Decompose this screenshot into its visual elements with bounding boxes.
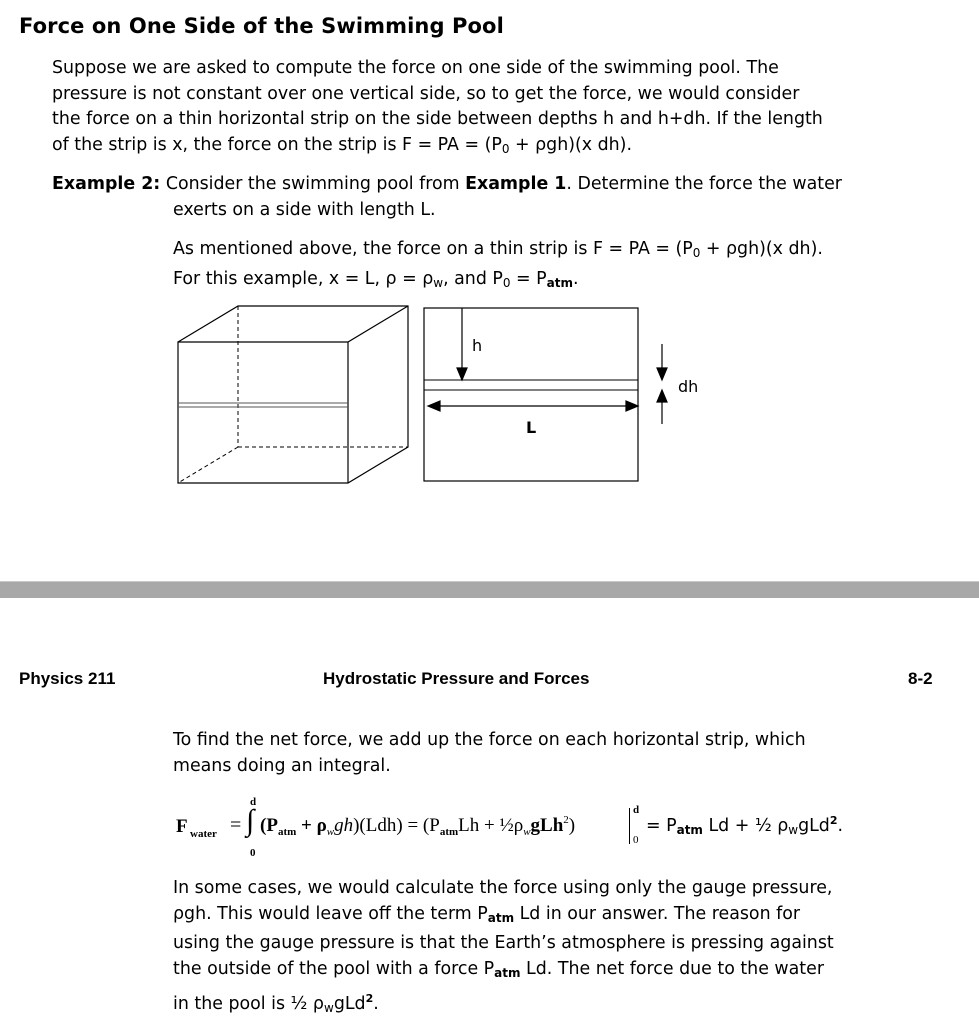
- force-symbol: F: [176, 816, 188, 837]
- text: ): [568, 815, 576, 836]
- gauge-line: In some cases, we would calculate the force using only the gauge pressure,: [173, 878, 833, 898]
- superscript: 2: [563, 814, 569, 826]
- superscript: 2: [829, 814, 838, 827]
- text: + ρgh)(x dh).: [509, 134, 632, 155]
- label-h: h: [472, 336, 483, 355]
- superscript: 2: [365, 992, 374, 1005]
- page-break-band: [0, 581, 979, 598]
- example-line: exerts on a side with length L.: [173, 199, 436, 220]
- integral-equation: [174, 796, 894, 862]
- evaluation-bar: [629, 808, 630, 844]
- label-L: L: [526, 418, 537, 437]
- text: + ρgh)(x dh).: [700, 239, 823, 259]
- text: , and P: [443, 268, 503, 289]
- subscript: w: [523, 826, 531, 838]
- header-page-number: 8-2: [908, 669, 933, 688]
- gauge-line: [173, 986, 963, 1022]
- text: in the pool is ½ ρ: [173, 994, 324, 1014]
- intro-line: [52, 133, 952, 163]
- example-reference: Example 1: [465, 174, 567, 194]
- example-label: Example 2:: [52, 174, 161, 194]
- side-view-drawing: [424, 308, 667, 481]
- text: . Determine the force the water: [566, 174, 842, 194]
- header-title: Hydrostatic Pressure and Forces: [323, 669, 590, 688]
- text: = P: [510, 268, 547, 289]
- dh-arrowhead-down: [657, 368, 667, 380]
- text: (P: [260, 815, 278, 836]
- subscript: 0: [501, 141, 510, 156]
- note-line: [173, 267, 953, 297]
- intro-line: the force on a thin horizontal strip on the side between depths h and h+dh. If the length: [52, 109, 823, 129]
- text: gLd: [798, 816, 830, 836]
- subscript: atm: [439, 826, 459, 838]
- text: + ρ: [296, 815, 327, 836]
- subscript: w: [433, 275, 444, 290]
- text: Ld in our answer. The reason for: [514, 903, 801, 924]
- text: = P: [646, 816, 677, 836]
- text: For this example, x = L, ρ = ρ: [173, 268, 434, 289]
- gauge-line: [173, 957, 963, 987]
- subscript: w: [788, 823, 799, 837]
- text: Ld. The net force due to the water: [520, 958, 824, 979]
- subscript: w: [326, 826, 335, 838]
- pool-box-drawing: [178, 306, 408, 483]
- text: .: [837, 816, 844, 836]
- length-arrowhead-left: [428, 401, 440, 411]
- text: ρgh. This would leave off the term P: [173, 903, 488, 924]
- section-title: Force on One Side of the Swimming Pool: [19, 14, 504, 38]
- gauge-paragraph: [173, 876, 963, 1022]
- text: As mentioned above, the force on a thin strip is F = PA = (P: [173, 239, 693, 259]
- example-statement: [52, 172, 962, 223]
- text: )(Ldh) = (P: [353, 815, 440, 836]
- integrand: [260, 814, 575, 838]
- integral-sign: ∫: [246, 804, 255, 837]
- intro-line: Suppose we are asked to compute the force on one side of the swimming pool. The: [52, 58, 779, 78]
- text: of the strip is x, the force on the strip is F = PA = (P: [52, 134, 502, 155]
- header-course: Physics 211: [19, 669, 116, 688]
- length-arrowhead-right: [626, 401, 638, 411]
- example-note: [173, 237, 953, 296]
- net-force-paragraph: [173, 728, 953, 779]
- pool-outline: [178, 306, 408, 483]
- subscript: atm: [277, 826, 297, 838]
- depth-arrowhead: [457, 368, 467, 380]
- pool-figure: [170, 300, 699, 490]
- text: Ld + ½ ρ: [702, 816, 789, 836]
- hidden-edge: [178, 447, 238, 483]
- subscript: atm: [676, 823, 703, 837]
- example-line: [52, 172, 962, 198]
- intro-paragraph: [52, 56, 952, 162]
- eval-upper-limit: d: [633, 804, 640, 816]
- integral-lower-limit: 0: [250, 847, 256, 859]
- equals-sign: =: [230, 814, 242, 836]
- text: gLh: [530, 815, 564, 836]
- label-dh: dh: [678, 377, 699, 396]
- force-subscript: water: [190, 828, 217, 840]
- text: .: [572, 268, 579, 289]
- subscript: w: [323, 1001, 334, 1015]
- eval-lower-limit: 0: [633, 834, 639, 846]
- subscript: atm: [487, 910, 515, 925]
- note-line: [173, 237, 953, 267]
- subscript: atm: [546, 275, 573, 290]
- text: gLd: [333, 994, 366, 1014]
- dh-arrowhead-up: [657, 390, 667, 402]
- text: .: [373, 994, 379, 1014]
- net-force-line: means doing an integral.: [173, 755, 391, 776]
- side-rectangle: [424, 308, 638, 481]
- text: the outside of the pool with a force P: [173, 958, 495, 979]
- subscript: 0: [692, 246, 701, 260]
- equation-result: [646, 814, 843, 837]
- text: Lh + ½ρ: [458, 815, 524, 836]
- subscript: atm: [494, 965, 521, 980]
- gauge-line: [173, 902, 963, 932]
- subscript: 0: [502, 275, 511, 290]
- integral-upper-limit: d: [250, 796, 257, 808]
- net-force-line: To find the net force, we add up the force on each horizontal strip, which: [173, 730, 806, 750]
- intro-line: pressure is not constant over one vertical side, so to get the force, we would consider: [52, 83, 800, 104]
- text: Consider the swimming pool from: [165, 174, 466, 194]
- gauge-line: using the gauge pressure is that the Earth’s atmosphere is pressing against: [173, 933, 834, 953]
- text: gh: [334, 815, 354, 836]
